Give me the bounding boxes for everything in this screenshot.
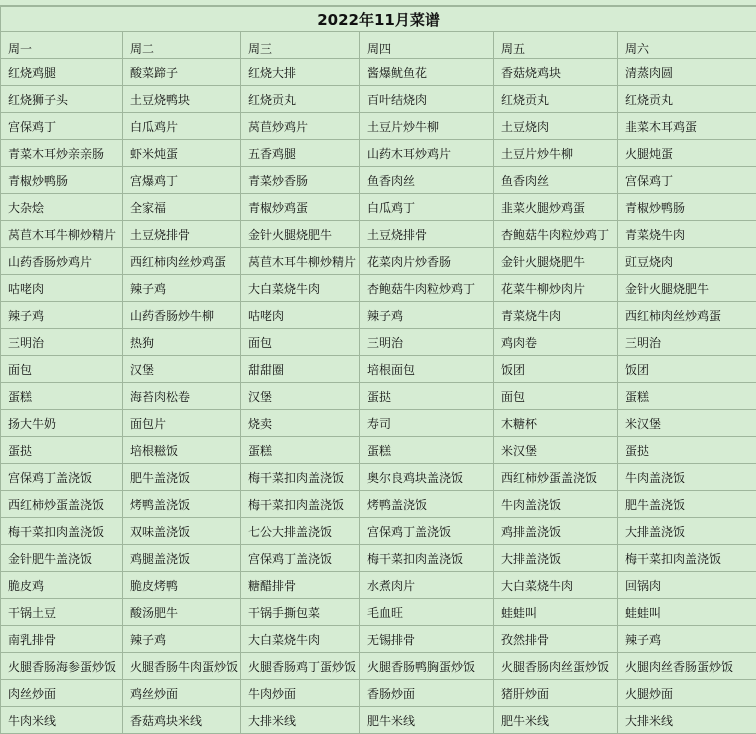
dish-cell[interactable]: 火腿香肠肉丝蛋炒饭: [494, 653, 618, 680]
dish-cell[interactable]: 干锅手撕包菜: [241, 599, 360, 626]
dish-cell[interactable]: 肥牛米线: [360, 707, 494, 734]
menu-row: [1, 275, 756, 302]
dish-cell[interactable]: 火腿肉丝香肠蛋炒饭: [618, 653, 756, 680]
dish-cell[interactable]: 香菇鸡块米线: [123, 707, 241, 734]
menu-row: [1, 248, 756, 275]
dish-cell[interactable]: 红烧鸡腿: [1, 59, 123, 86]
dish-cell[interactable]: 酸菜蹄子: [123, 59, 241, 86]
menu-row: [1, 680, 756, 707]
dish-cell[interactable]: 辣子鸡: [1, 302, 123, 329]
day-header-cell[interactable]: 周一: [1, 32, 123, 59]
dish-cell[interactable]: 火腿香肠鸡丁蛋炒饭: [241, 653, 360, 680]
dish-cell[interactable]: 百叶结烧肉: [360, 86, 494, 113]
dish-cell[interactable]: 青菜木耳炒亲亲肠: [1, 140, 123, 167]
dish-cell[interactable]: 三明治: [1, 329, 123, 356]
dish-cell[interactable]: 杏鲍菇牛肉粒炒鸡丁: [494, 221, 618, 248]
dish-cell[interactable]: 咕咾肉: [1, 275, 123, 302]
dish-cell[interactable]: 干锅土豆: [1, 599, 123, 626]
dish-cell[interactable]: 鸡丝炒面: [123, 680, 241, 707]
menu-row: [1, 113, 756, 140]
day-header-row: [1, 32, 756, 59]
menu-row: [1, 302, 756, 329]
menu-row: [1, 491, 756, 518]
dish-cell[interactable]: 蛙蛙叫: [618, 599, 756, 626]
dish-cell[interactable]: 肉丝炒面: [1, 680, 123, 707]
dish-cell[interactable]: 面包片: [123, 410, 241, 437]
dish-cell[interactable]: 青菜烧牛肉: [618, 221, 756, 248]
menu-row: [1, 518, 756, 545]
dish-cell[interactable]: 蛋挞: [618, 437, 756, 464]
dish-cell[interactable]: 肥牛盖浇饭: [618, 491, 756, 518]
menu-row: [1, 653, 756, 680]
menu-row: [1, 356, 756, 383]
dish-cell[interactable]: 金针火腿烧肥牛: [618, 275, 756, 302]
dish-cell[interactable]: 糖醋排骨: [241, 572, 360, 599]
dish-cell[interactable]: 西红柿肉丝炒鸡蛋: [123, 248, 241, 275]
dish-cell[interactable]: 金针火腿烧肥牛: [494, 248, 618, 275]
dish-cell[interactable]: 牛肉盖浇饭: [494, 491, 618, 518]
dish-cell[interactable]: 香肠炒面: [360, 680, 494, 707]
dish-cell[interactable]: 酸汤肥牛: [123, 599, 241, 626]
dish-cell[interactable]: 蛙蛙叫: [494, 599, 618, 626]
dish-cell[interactable]: 米汉堡: [494, 437, 618, 464]
dish-cell[interactable]: 青菜炒香肠: [241, 167, 360, 194]
menu-table: [0, 6, 756, 734]
dish-cell[interactable]: 蛋糕: [360, 437, 494, 464]
menu-row: [1, 140, 756, 167]
dish-cell[interactable]: 扬大牛奶: [1, 410, 123, 437]
dish-cell[interactable]: 三明治: [360, 329, 494, 356]
dish-cell[interactable]: 梅干菜扣肉盖浇饭: [241, 491, 360, 518]
dish-cell[interactable]: 饭团: [494, 356, 618, 383]
menu-row: [1, 464, 756, 491]
dish-cell[interactable]: 全家福: [123, 194, 241, 221]
dish-cell[interactable]: 宫保鸡丁: [618, 167, 756, 194]
dish-cell[interactable]: 鸡腿盖浇饭: [123, 545, 241, 572]
dish-cell[interactable]: 花菜牛柳炒肉片: [494, 275, 618, 302]
day-header-cell[interactable]: 周五: [494, 32, 618, 59]
dish-cell[interactable]: 青椒炒鸭肠: [1, 167, 123, 194]
dish-cell[interactable]: 火腿炒面: [618, 680, 756, 707]
menu-row: [1, 383, 756, 410]
dish-cell[interactable]: 烤鸭盖浇饭: [123, 491, 241, 518]
dish-cell[interactable]: 红烧狮子头: [1, 86, 123, 113]
dish-cell[interactable]: 红烧贡丸: [618, 86, 756, 113]
dish-cell[interactable]: 宫保鸡丁盖浇饭: [1, 464, 123, 491]
dish-cell[interactable]: 香菇烧鸡块: [494, 59, 618, 86]
dish-cell[interactable]: 辣子鸡: [123, 275, 241, 302]
dish-cell[interactable]: 蛋糕: [1, 383, 123, 410]
dish-cell[interactable]: 红烧贡丸: [494, 86, 618, 113]
dish-cell[interactable]: 木糖杯: [494, 410, 618, 437]
menu-row: [1, 86, 756, 113]
dish-cell[interactable]: 肥牛米线: [494, 707, 618, 734]
dish-cell[interactable]: 海苔肉松卷: [123, 383, 241, 410]
menu-row: [1, 437, 756, 464]
dish-cell[interactable]: 辣子鸡: [123, 626, 241, 653]
dish-cell[interactable]: 回锅肉: [618, 572, 756, 599]
dish-cell[interactable]: 清蒸肉圆: [618, 59, 756, 86]
dish-cell[interactable]: 山药木耳炒鸡片: [360, 140, 494, 167]
day-header-cell[interactable]: 周四: [360, 32, 494, 59]
menu-row: [1, 221, 756, 248]
dish-cell[interactable]: 山药香肠炒鸡片: [1, 248, 123, 275]
dish-cell[interactable]: 宫保鸡丁盖浇饭: [360, 518, 494, 545]
dish-cell[interactable]: 米汉堡: [618, 410, 756, 437]
dish-cell[interactable]: 猪肝炒面: [494, 680, 618, 707]
menu-row: [1, 572, 756, 599]
dish-cell[interactable]: 白瓜鸡丁: [360, 194, 494, 221]
dish-cell[interactable]: 青椒炒鸭肠: [618, 194, 756, 221]
dish-cell[interactable]: 大排盖浇饭: [494, 545, 618, 572]
dish-cell[interactable]: 三明治: [618, 329, 756, 356]
dish-cell[interactable]: 宫保鸡丁: [1, 113, 123, 140]
dish-cell[interactable]: 土豆片炒牛柳: [360, 113, 494, 140]
dish-cell[interactable]: 蛋挞: [360, 383, 494, 410]
day-header-cell[interactable]: 周六: [618, 32, 756, 59]
dish-cell[interactable]: 培根糍饭: [123, 437, 241, 464]
dish-cell[interactable]: 山药香肠炒牛柳: [123, 302, 241, 329]
dish-cell[interactable]: 甜甜圈: [241, 356, 360, 383]
dish-cell[interactable]: 虾米炖蛋: [123, 140, 241, 167]
dish-cell[interactable]: 鱼香肉丝: [494, 167, 618, 194]
menu-row: [1, 329, 756, 356]
dish-cell[interactable]: 梅干菜扣肉盖浇饭: [1, 518, 123, 545]
dish-cell[interactable]: 面包: [494, 383, 618, 410]
dish-cell[interactable]: 孜然排骨: [494, 626, 618, 653]
dish-cell[interactable]: 奥尔良鸡块盖浇饭: [360, 464, 494, 491]
menu-row: [1, 167, 756, 194]
dish-cell[interactable]: 金针火腿烧肥牛: [241, 221, 360, 248]
dish-cell[interactable]: 韭菜火腿炒鸡蛋: [494, 194, 618, 221]
dish-cell[interactable]: 牛肉炒面: [241, 680, 360, 707]
dish-cell[interactable]: 培根面包: [360, 356, 494, 383]
dish-cell[interactable]: 烤鸭盖浇饭: [360, 491, 494, 518]
dish-cell[interactable]: 汉堡: [241, 383, 360, 410]
dish-cell[interactable]: 金针肥牛盖浇饭: [1, 545, 123, 572]
dish-cell[interactable]: 无锡排骨: [360, 626, 494, 653]
menu-title[interactable]: 2022年11月菜谱: [1, 7, 756, 32]
dish-cell[interactable]: 红烧贡丸: [241, 86, 360, 113]
dish-cell[interactable]: 鱼香肉丝: [360, 167, 494, 194]
dish-cell[interactable]: 烧卖: [241, 410, 360, 437]
dish-cell[interactable]: 火腿香肠海参蛋炒饭: [1, 653, 123, 680]
dish-cell[interactable]: 大杂烩: [1, 194, 123, 221]
dish-cell[interactable]: 鸡肉卷: [494, 329, 618, 356]
dish-cell[interactable]: 白瓜鸡片: [123, 113, 241, 140]
dish-cell[interactable]: 辣子鸡: [360, 302, 494, 329]
menu-row: [1, 545, 756, 572]
dish-cell[interactable]: 大排盖浇饭: [618, 518, 756, 545]
dish-cell[interactable]: 青椒炒鸡蛋: [241, 194, 360, 221]
dish-cell[interactable]: 面包: [241, 329, 360, 356]
dish-cell[interactable]: 土豆烧肉: [494, 113, 618, 140]
dish-cell[interactable]: 火腿香肠鸭胸蛋炒饭: [360, 653, 494, 680]
dish-cell[interactable]: 火腿炖蛋: [618, 140, 756, 167]
menu-row: [1, 599, 756, 626]
dish-cell[interactable]: 红烧大排: [241, 59, 360, 86]
dish-cell[interactable]: 酱爆鱿鱼花: [360, 59, 494, 86]
dish-cell[interactable]: 梅干菜扣肉盖浇饭: [241, 464, 360, 491]
dish-cell[interactable]: 青菜烧牛肉: [494, 302, 618, 329]
menu-row: [1, 194, 756, 221]
dish-cell[interactable]: 脆皮鸡: [1, 572, 123, 599]
dish-cell[interactable]: 脆皮烤鸭: [123, 572, 241, 599]
day-header-cell[interactable]: 周二: [123, 32, 241, 59]
menu-row: [1, 707, 756, 734]
dish-cell[interactable]: 肥牛盖浇饭: [123, 464, 241, 491]
dish-cell[interactable]: 宫爆鸡丁: [123, 167, 241, 194]
dish-cell[interactable]: 辣子鸡: [618, 626, 756, 653]
dish-cell[interactable]: 西红柿肉丝炒鸡蛋: [618, 302, 756, 329]
dish-cell[interactable]: 豇豆烧肉: [618, 248, 756, 275]
menu-row: [1, 410, 756, 437]
dish-cell[interactable]: 韭菜木耳鸡蛋: [618, 113, 756, 140]
dish-cell[interactable]: 面包: [1, 356, 123, 383]
dish-cell[interactable]: 莴苣木耳牛柳炒精片: [241, 248, 360, 275]
menu-row: [1, 626, 756, 653]
dish-cell[interactable]: 毛血旺: [360, 599, 494, 626]
dish-cell[interactable]: 西红柿炒蛋盖浇饭: [1, 491, 123, 518]
menu-row: [1, 59, 756, 86]
dish-cell[interactable]: 蛋糕: [241, 437, 360, 464]
dish-cell[interactable]: 大白菜烧牛肉: [494, 572, 618, 599]
dish-cell[interactable]: 蛋糕: [618, 383, 756, 410]
dish-cell[interactable]: 土豆烧鸭块: [123, 86, 241, 113]
dish-cell[interactable]: 西红柿炒蛋盖浇饭: [494, 464, 618, 491]
dish-cell[interactable]: 咕咾肉: [241, 302, 360, 329]
dish-cell[interactable]: 花菜肉片炒香肠: [360, 248, 494, 275]
dish-cell[interactable]: 大白菜烧牛肉: [241, 275, 360, 302]
dish-cell[interactable]: 大排米线: [241, 707, 360, 734]
dish-cell[interactable]: 七公大排盖浇饭: [241, 518, 360, 545]
dish-cell[interactable]: 水煮肉片: [360, 572, 494, 599]
dish-cell[interactable]: 大白菜烧牛肉: [241, 626, 360, 653]
dish-cell[interactable]: 南乳排骨: [1, 626, 123, 653]
dish-cell[interactable]: 土豆烧排骨: [123, 221, 241, 248]
dish-cell[interactable]: 牛肉盖浇饭: [618, 464, 756, 491]
dish-cell[interactable]: 宫保鸡丁盖浇饭: [241, 545, 360, 572]
dish-cell[interactable]: 杏鲍菇牛肉粒炒鸡丁: [360, 275, 494, 302]
dish-cell[interactable]: 蛋挞: [1, 437, 123, 464]
dish-cell[interactable]: 莴苣木耳牛柳炒精片: [1, 221, 123, 248]
dish-cell[interactable]: 土豆烧排骨: [360, 221, 494, 248]
dish-cell[interactable]: 五香鸡腿: [241, 140, 360, 167]
dish-cell[interactable]: 土豆片炒牛柳: [494, 140, 618, 167]
dish-cell[interactable]: 热狗: [123, 329, 241, 356]
day-header-cell[interactable]: 周三: [241, 32, 360, 59]
dish-cell[interactable]: 鸡排盖浇饭: [494, 518, 618, 545]
dish-cell[interactable]: 汉堡: [123, 356, 241, 383]
dish-cell[interactable]: 饭团: [618, 356, 756, 383]
dish-cell[interactable]: 大排米线: [618, 707, 756, 734]
dish-cell[interactable]: 莴苣炒鸡片: [241, 113, 360, 140]
dish-cell[interactable]: 牛肉米线: [1, 707, 123, 734]
dish-cell[interactable]: 梅干菜扣肉盖浇饭: [360, 545, 494, 572]
dish-cell[interactable]: 寿司: [360, 410, 494, 437]
dish-cell[interactable]: 火腿香肠牛肉蛋炒饭: [123, 653, 241, 680]
dish-cell[interactable]: 双味盖浇饭: [123, 518, 241, 545]
dish-cell[interactable]: 梅干菜扣肉盖浇饭: [618, 545, 756, 572]
